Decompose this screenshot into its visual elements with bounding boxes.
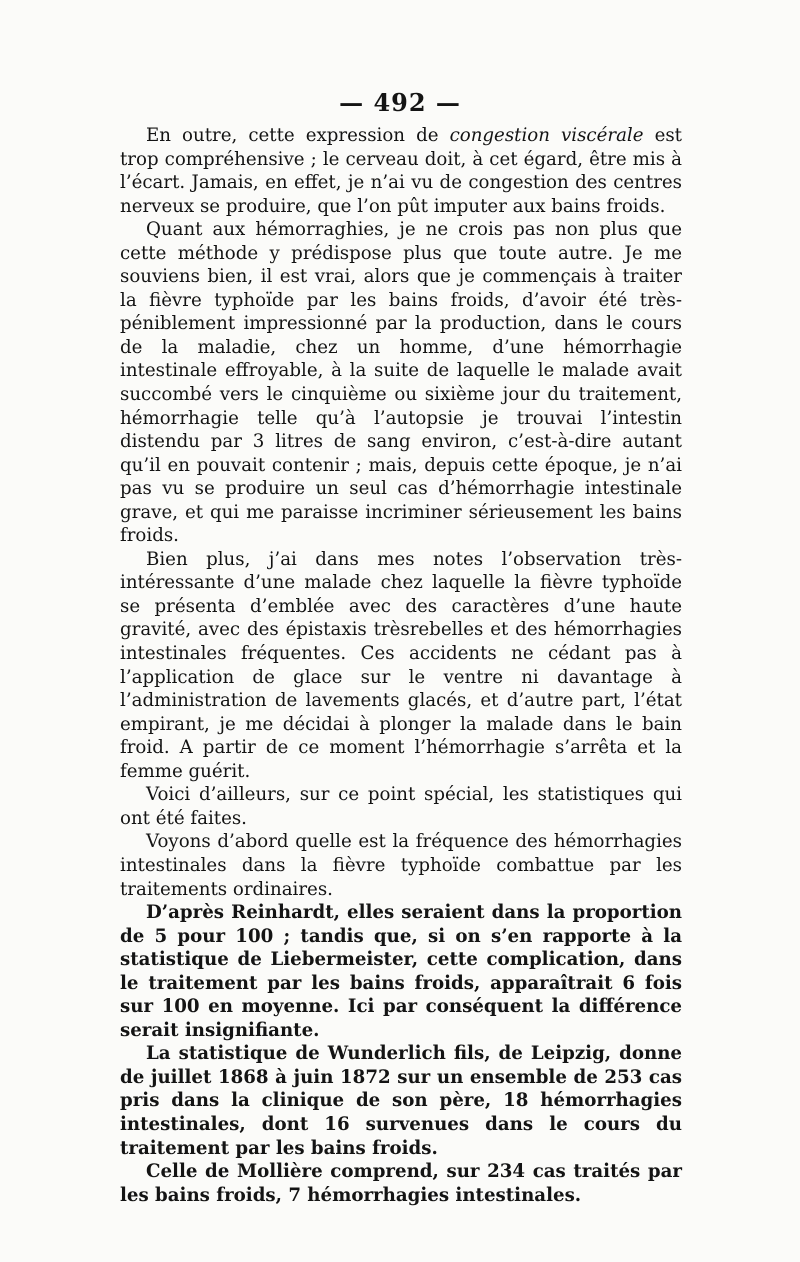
text-segment: Quant aux hémorraghies, je ne crois pas non plus que cette méthode y prédispose plus que toute autre. Je me souviens bien, il est vrai, alors que je commençais à traiter la fièvre typhoïde par les bains froids, d’avoir été très-péniblement impressionné par la production, dans le cours de la maladie, chez un homme, d’une hémorrhagie intestinale effroyable, à la suite de laquelle le malade avait succombé vers le cinquième ou sixième jour du traitement, hémorrhagie telle qu’à l’autopsie je trouvai l’intestin distendu par 3 litres de sang environ, c’est-à-dire autant qu’il en pouvait contenir ; mais, depuis cette époque, je n’ai pas vu se produire un seul cas d’hémorrhagie intestinale grave, et qui me paraisse incriminer sérieusement les bains froids. <box>120 219 682 547</box>
text-segment: Voici d’ailleurs, sur ce point spécial, les statistiques qui ont été faites. <box>120 784 682 829</box>
paragraph <box>120 1160 682 1207</box>
text-segment: En outre, cette expression de <box>146 125 450 146</box>
text-segment: est trop compréhensive ; le cerveau doit, à cet égard, être mis à l’écart. Jamais, en effet, je n’ai vu de congestion des centres nerveux se produire, que l’on pût imputer aux bains froids. <box>120 125 682 217</box>
text-segment: Bien plus, j’ai dans mes notes l’observation très-intéressante d’une malade chez laquelle la fièvre typhoïde se présenta d’emblée avec des caractères d’une haute gravité, avec des épistaxis trèsrebelles et des hémorrhagies intestinales fréquentes. Ces accidents ne cédant pas à l’application de glace sur le ventre ni davantage à l’administration de lavements glacés, et d’autre part, l’état empirant, je me décidai à plonger la malade dans le bain froid. A partir de ce moment l’hémorrhagie s’arrêta et la femme guérit. <box>120 548 682 782</box>
paragraph <box>120 124 682 218</box>
page-number: — 492 — <box>339 88 461 117</box>
paragraph <box>120 548 682 783</box>
text-segment: Celle de Mollière comprend, sur 234 cas traités par les bains froids, 7 hémorrhagies intestinales. <box>120 1161 682 1206</box>
paragraph <box>120 901 682 1042</box>
paragraph <box>120 1042 682 1160</box>
text-segment: La statistique de Wunderlich fils, de Leipzig, donne de juillet 1868 à juin 1872 sur un ensemble de 253 cas pris dans la clinique de son père, 18 hémorrhagies intestinales, dont 16 survenues dans le cours du traitement par les bains froids. <box>120 1043 682 1159</box>
text-body <box>120 124 682 1207</box>
paragraph <box>120 830 682 901</box>
text-segment: D’après Reinhardt, elles seraient dans la proportion de 5 pour 100 ; tandis que, si on s’en rapporte à la statistique de Liebermeister, cette complication, dans le traitement par les bains froids, apparaîtrait 6 fois sur 100 en moyenne. Ici par conséquent la différence serait insignifiante. <box>120 902 682 1041</box>
text-segment: Voyons d’abord quelle est la fréquence des hémorrhagies intestinales dans la fièvre typhoïde combattue par les traitements ordinaires. <box>120 831 682 900</box>
italic-phrase: congestion viscérale <box>449 125 644 146</box>
paragraph <box>120 218 682 548</box>
paragraph <box>120 783 682 830</box>
